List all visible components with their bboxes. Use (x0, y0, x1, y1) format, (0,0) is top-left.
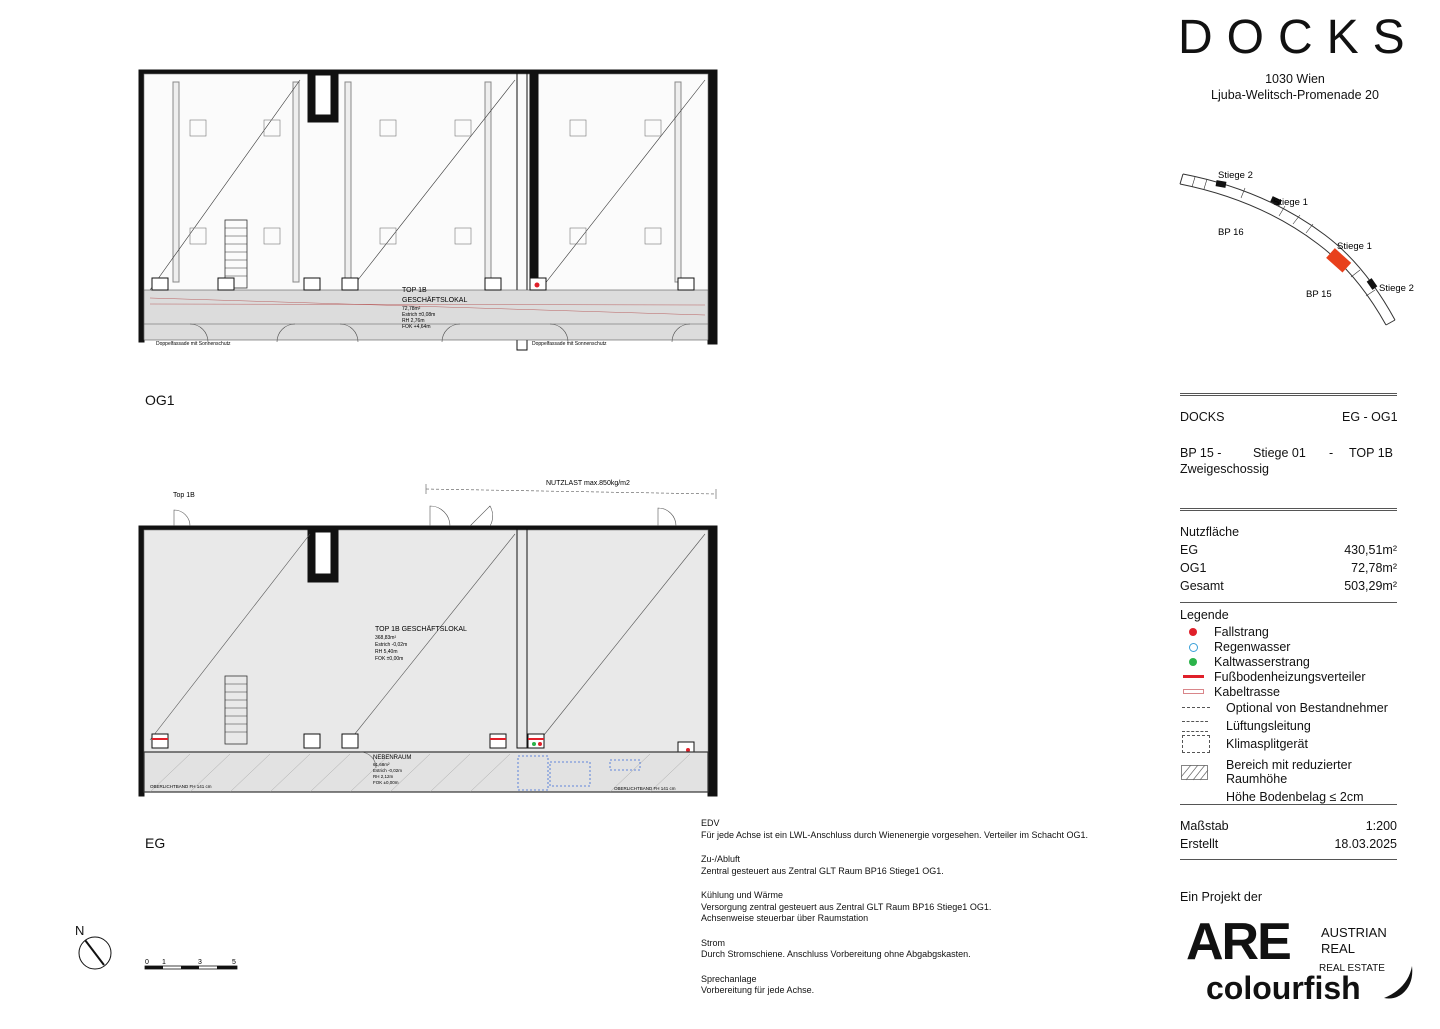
area-row-gesamt: Gesamt 503,29m² (1180, 579, 1397, 593)
header-docks: DOCKS (1180, 410, 1225, 424)
note-strom: Strom Durch Stromschiene. Anschluss Vorbereitung ohne Abgabgskasten. (701, 937, 971, 959)
og1-room-rh: RH 2,76m (402, 318, 425, 324)
divider (1180, 602, 1397, 603)
split-unit-icon (1182, 735, 1210, 753)
legend-title: Legende (1180, 608, 1229, 622)
og1-facade-left: Doppelfassade mit Sonnenschutz (156, 341, 231, 347)
colourfish-logo: colourfish (1206, 970, 1361, 1006)
divider (1180, 393, 1397, 396)
header-levels: EG - OG1 (1342, 410, 1398, 424)
eg-nebenraum-name: NEBENRAUM (373, 755, 412, 761)
legend-kaltwasser: Kaltwasserstrang (1182, 654, 1310, 669)
note-zuabluft: Zu-/Abluft Zentral gesteuert aus Zentral GLT Raum BP16 Stiege1 OG1. (701, 854, 944, 876)
hatch-icon (1181, 765, 1209, 781)
legend-reduziert-1: Bereich mit reduzierter (1226, 757, 1352, 772)
fish-icon (1378, 962, 1416, 1004)
og1-floor-plan (130, 60, 730, 360)
scale-bar (142, 955, 242, 975)
area-row-og1: OG1 72,78m² (1180, 561, 1397, 575)
scale-tick-5: 5 (232, 959, 236, 966)
note-sprechanlage: Sprechanlage Vorbereitung für jede Achse. (701, 973, 815, 995)
north-letter: N (75, 923, 85, 938)
keyplan-bp16: BP 16 (1218, 227, 1244, 238)
date-row: Erstellt 18.03.2025 (1180, 837, 1397, 851)
divider (1180, 859, 1397, 860)
legend-regenwasser: Regenwasser (1182, 639, 1290, 654)
og1-facade-right: Doppelfassade mit Sonnenschutz (532, 341, 607, 347)
blue-circle-icon (1189, 643, 1198, 652)
keyplan-stiege-1-bottom: Stiege 1 (1337, 241, 1372, 252)
header-type: Zweigeschossig (1180, 462, 1269, 476)
eg-room-estrich: Estrich -0,02m (375, 642, 408, 648)
eg-oberlichtband-left: OBERLICHTBAND FH 141 cm (150, 784, 212, 789)
logo-austrian: AUSTRIAN (1321, 925, 1387, 940)
og1-room-estrich: Estrich ±0,08m (402, 312, 436, 318)
header-stiege: Stiege 01 (1253, 446, 1306, 460)
legend-optional: Optional von Bestandnehmer (1182, 700, 1388, 715)
top-tag: Top 1B (173, 492, 195, 499)
legend-fussboden: Fußbodenheizungsverteiler (1182, 669, 1365, 684)
red-bar-icon (1183, 675, 1204, 678)
eg-oberlichtband-right: OBERLICHTBAND FH 141 cm (614, 786, 676, 791)
legend-klima: Klimasplitgerät (1182, 736, 1308, 751)
green-dot-icon (1189, 658, 1197, 666)
key-plan (1175, 160, 1425, 335)
eg-nebenraum-estrich: Estrich -0,02m (373, 768, 403, 773)
divider (1180, 804, 1397, 805)
project-street: Ljuba-Welitsch-Promenade 20 (1211, 88, 1379, 102)
legend-reduziert-2: Raumhöhe (1226, 772, 1288, 786)
note-kuehlung: Kühlung und Wärme Versorgung zentral gesteuert aus Zentral GLT Raum BP16 Stiege1 OG1. Achsenweise steuerbar über Raumstation (701, 890, 992, 923)
eg-label: EG (145, 835, 166, 851)
eg-room-name: TOP 1B GESCHÄFTSLOKAL (375, 626, 467, 633)
eg-floor-plan (130, 470, 730, 810)
keyplan-stiege-2-bottom: Stiege 2 (1379, 283, 1414, 294)
project-title: DOCKS (1178, 11, 1419, 64)
scale-tick-3: 3 (198, 959, 202, 966)
areas-title: Nutzfläche (1180, 525, 1240, 539)
project-city: 1030 Wien (1265, 72, 1325, 86)
legend-fallstrang: Fallstrang (1182, 624, 1269, 639)
note-edv: EDV Für jede Achse ist ein LWL-Anschluss durch Wienenergie vorgesehen. Verteiler im Schacht OG1. (701, 818, 1089, 840)
nutzlast-label: NUTZLAST max.850kg/m2 (546, 480, 630, 487)
duct-icon (1182, 721, 1208, 732)
cable-tray-icon (1183, 689, 1204, 694)
dashed-line-icon (1182, 707, 1210, 708)
keyplan-stiege-2-top: Stiege 2 (1218, 170, 1253, 181)
eg-nebenraum-rh: RH 2,12m (373, 774, 394, 779)
eg-room-rh: RH 5,40m (375, 649, 398, 655)
project-by: Ein Projekt der (1180, 890, 1262, 904)
legend-hoehe: Höhe Bodenbelag ≤ 2cm (1226, 790, 1364, 804)
eg-room-fok: FOK ±0,00m (375, 656, 404, 662)
scale-tick-1: 1 (162, 959, 166, 966)
divider (1180, 508, 1397, 511)
og1-room-use: GESCHÄFTSLOKAL (402, 297, 468, 304)
header-top: TOP 1B (1349, 446, 1394, 460)
legend-kabeltrasse: Kabeltrasse (1182, 684, 1280, 699)
technical-notes (701, 818, 1171, 1010)
keyplan-bp15: BP 15 (1306, 289, 1332, 300)
area-row-eg: EG 430,51m² (1180, 543, 1397, 557)
logo-real: REAL (1321, 941, 1355, 956)
header-dash: - (1329, 446, 1334, 460)
logo-real-estate: REAL ESTATE (1319, 963, 1385, 974)
keyplan-stiege-1-top: Stiege 1 (1273, 197, 1308, 208)
og1-room-area: 72,78m² (402, 306, 421, 312)
scale-tick-0: 0 (145, 959, 149, 966)
red-dot-icon (1189, 628, 1197, 636)
header-bp: BP 15 - (1180, 446, 1222, 460)
og1-label: OG1 (145, 392, 175, 408)
scale-row: Maßstab 1:200 (1180, 819, 1397, 833)
og1-room-name: TOP 1B (402, 287, 427, 294)
are-logo: ARE (1186, 916, 1290, 962)
legend-lueftung: Lüftungsleitung (1182, 718, 1311, 733)
eg-room-area: 368,83m² (375, 635, 397, 641)
north-arrow-icon (77, 935, 115, 973)
eg-nebenraum-area: 61,68m² (373, 762, 390, 767)
og1-room-fok: FOK +4,64m (402, 324, 431, 330)
eg-nebenraum-fok: FOK ±0,00m (373, 780, 399, 785)
